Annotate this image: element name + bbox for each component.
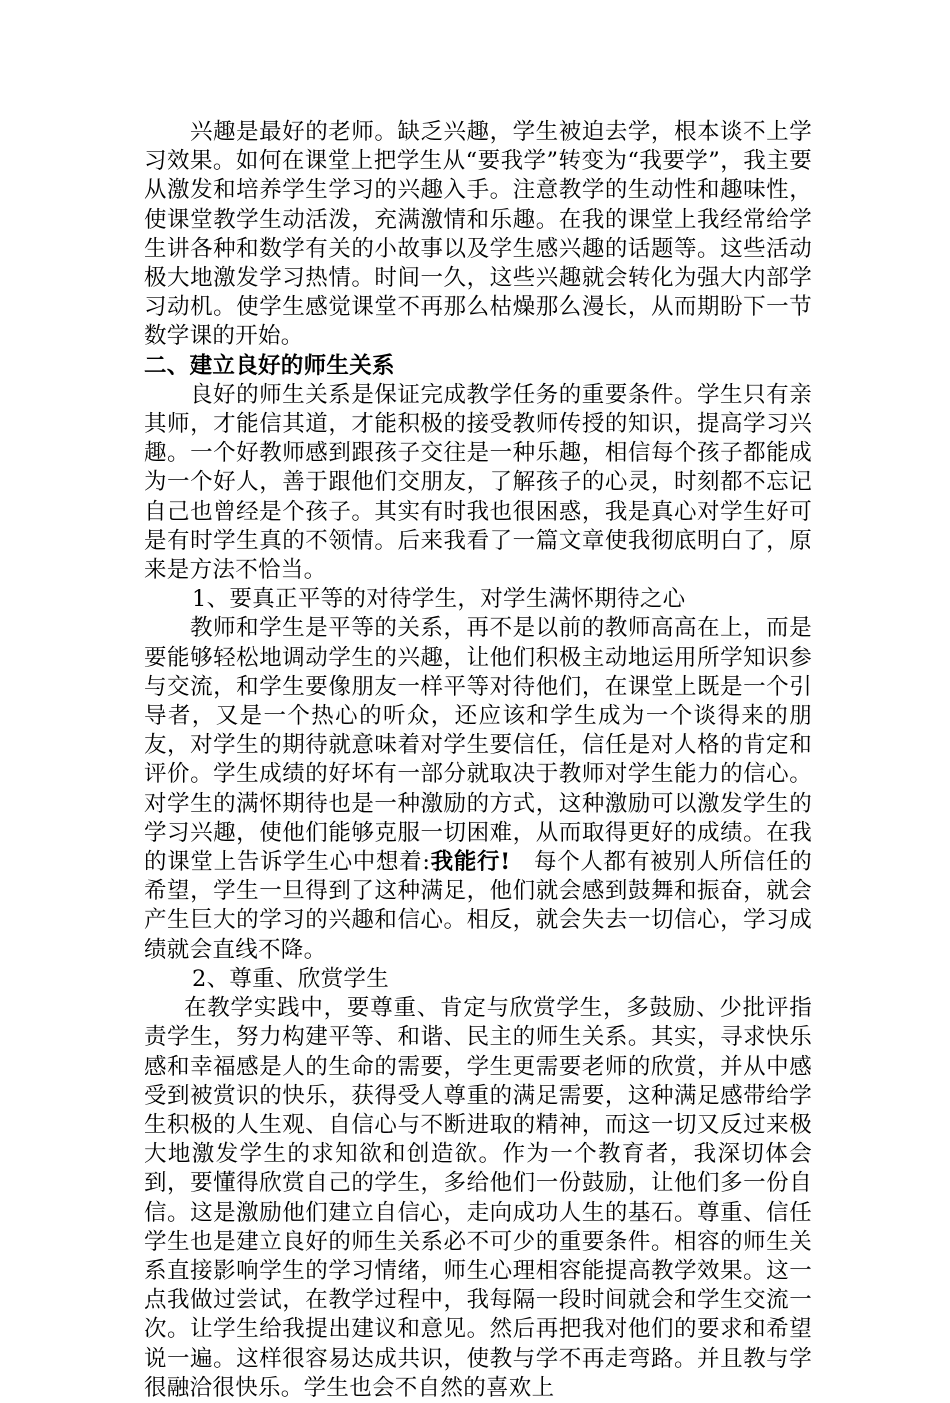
paragraph-respect-appreciate: 在教学实践中，要尊重、肯定与欣赏学生，多鼓励、少批评指责学生，努力构建平等、和谐、民主的师生关系。其实，寻求快乐感和幸福感是人的生命的需要，学生更需要老师的欣赏，并从中感受到被赏识的快乐，获得受人尊重的满足需要，这种满足感带给学生积极的人生观、自信心与不断进取的精神，而这一切又反过来极大地激发学生的求知欲和创造欲。作为一个教育者，我深切体会到，要懂得欣赏自己的学生，多给他们一份鼓励，让他们多一份自信。这是激励他们建立自信心，走向成功人生的基石。尊重、信任学生也是建立良好的师生关系必不可少的重要条件。相容的师生关系直接影响学生的学习情绪，师生心理相容能提高教学效果。这一点我做过尝试，在教学过程中，我每隔一段时间就会和学生交流一次。让学生给我提出建议和意见。然后再把我对他们的要求和希望说一遍。这样很容易达成共识，使教与学不再走弯路。并且教与学很融洽很快乐。学生也会不自然的喜欢上: [144, 995, 812, 1401]
i-can-do-it-emphasis: 我能行!: [430, 849, 511, 876]
paragraph-equal-treatment: [144, 614, 812, 964]
paragraph-relationship-intro: 良好的师生关系是保证完成教学任务的重要条件。学生只有亲其师，才能信其道，才能积极的接受教师传授的知识，提高学习兴趣。一个好教师感到跟孩子交往是一种乐趣，相信每个孩子都能成为一个好人，善于跟他们交朋友，了解孩子的心灵，时刻都不忘记自己也曾经是个孩子。其实有时我也很困惑，我是真心对学生好可是有时学生真的不领情。后来我看了一篇文章使我彻底明白了，原来是方法不恰当。: [144, 381, 812, 584]
paragraph-interest: 兴趣是最好的老师。缺乏兴趣，学生被迫去学，根本谈不上学习效果。如何在课堂上把学生从“要我学”转变为“我要学”，我主要从激发和培养学生学习的兴趣入手。注意教学的生动性和趣味性，使课堂教学生动活泼，充满激情和乐趣。在我的课堂上我经常给学生讲各种和数学有关的小故事以及学生感兴趣的话题等。这些活动极大地激发学习热情。时间一久，这些兴趣就会转化为强大内部学习动机。使学生感觉课堂不再那么枯燥那么漫长，从而期盼下一节数学课的开始。: [144, 119, 812, 350]
subheading-respect-appreciate: 2、尊重、欣赏学生: [192, 965, 390, 992]
paragraph-equal-treatment-part1: 教师和学生是平等的关系，再不是以前的教师高高在上，而是要能够轻松地调动学生的兴趣，让他们积极主动地运用所学知识参与交流，和学生要像朋友一样平等对待他们，在课堂上既是一个引导者，又是一个热心的听众，还应该和学生成为一个谈得来的朋友，对学生的期待就意味着对学生要信任，信任是对人格的肯定和评价。学生成绩的好坏有一部分就取决于教师对学生能力的信心。对学生的满怀期待也是一种激励的方式，这种激励可以激发学生的学习兴趣，使他们能够克服一切困难，从而取得更好的成绩。在我的课堂上告诉学生心中想着:: [144, 615, 812, 876]
section-heading-teacher-student-relationship: 二、建立良好的师生关系: [144, 352, 395, 379]
subheading-equal-treatment: 1、要真正平等的对待学生，对学生满怀期待之心: [192, 586, 686, 613]
paragraph-equal-treatment-part2: 每个人都有被别人所信任的希望，学生一旦得到了这种满足，他们就会感到鼓舞和振奋，就会产生巨大的学习的兴趣和信心。相反，就会失去一切信心，学习成绩就会直线不降。: [144, 849, 813, 963]
document-page: [144, 118, 812, 1403]
